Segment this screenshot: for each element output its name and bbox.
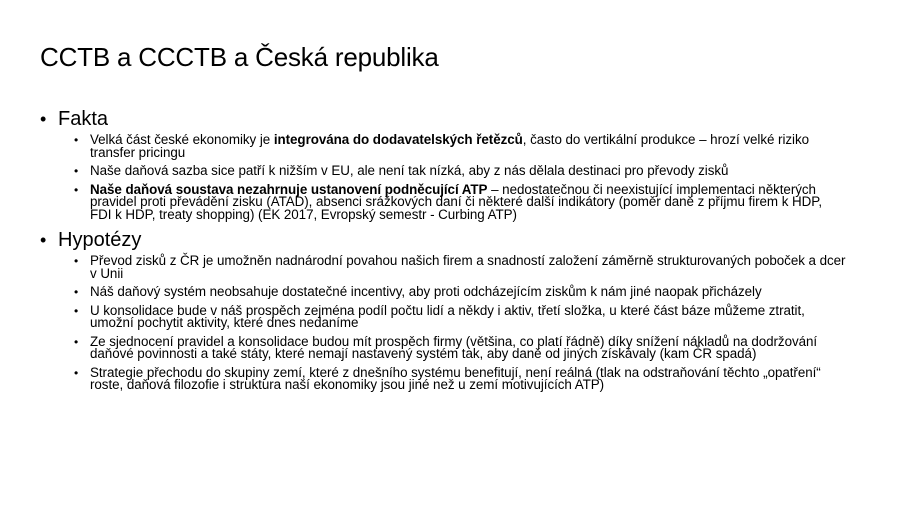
list-item-text <box>90 165 846 178</box>
list-item-text <box>90 302 846 330</box>
text-run: , často do vertikální produkce – hrozí velké riziko transfer pricingu <box>90 132 809 160</box>
list-item-text <box>90 181 846 222</box>
text-run: U konsolidace bude v náš prospěch zejména podíl počtu lidí a někdy i aktiv, třetí složka, u které část báze můžeme ztratit, umožní pochytit aktivity, které dnes nedaníme <box>90 302 805 330</box>
list-item <box>40 181 860 222</box>
bullet-icon: • <box>40 230 47 250</box>
text-run: Velká část české ekonomiky je <box>90 132 274 147</box>
section-fakta <box>40 106 860 221</box>
bullet-icon: • <box>74 285 79 299</box>
list-item <box>40 302 860 330</box>
bullet-icon: • <box>74 334 79 349</box>
slide-content <box>40 106 860 398</box>
list-item-text <box>90 255 846 280</box>
bullet-icon: • <box>74 365 79 380</box>
bullet-list <box>40 255 860 392</box>
text-run: Ze sjednocení pravidel a konsolidace budou mít prospěch firmy (většina, co platí řádně) díky snížení nákladů na dodržování daňové povinnosti a také státy, které nemají nastavený systém tak, aby daně od jiných získávaly (kam ČR spadá) <box>90 333 818 361</box>
bold-text-run: integrována do dodavatelských řetězců <box>273 132 523 147</box>
slide-title: CCTB a CCCTB a Česká republika <box>40 42 439 72</box>
list-item-text <box>90 364 846 392</box>
list-item-text <box>90 286 846 299</box>
section-heading <box>40 227 860 253</box>
bullet-icon: • <box>74 254 79 268</box>
text-run: Převod zisků z ČR je umožněn nadnárodní povahou našich firem a snadností založení záměrně strukturovaných poboček a dcer v Unii <box>90 253 846 281</box>
list-item <box>40 364 860 392</box>
list-item <box>40 134 860 159</box>
section-heading <box>40 106 860 132</box>
bullet-icon: • <box>74 164 79 178</box>
list-item-text <box>90 333 846 361</box>
text-run: – nedostatečnou či neexistující implementaci některých pravidel proti převádění zisku (ATAD), absenci srážkových daní či některé další indikátory (poměr daně z příjmu firem k HDP, FDI k HDP, treaty shopping) (EK 2017, Evropský semestr - Curbing ATP) <box>90 181 823 222</box>
list-item <box>40 255 860 280</box>
list-item <box>40 286 860 299</box>
bullet-icon: • <box>74 303 79 318</box>
section-heading-text: Hypotézy <box>58 229 142 251</box>
text-run: Strategie přechodu do skupiny zemí, které z dnešního systému benefitují, není reálná (tlak na odstraňování těchto „opatření“ roste, daňová filozofie i struktura naší ekonomiky jsou jiné než u zemí motivujících ATP) <box>90 364 821 392</box>
text-run: Naše daňová sazba sice patří k nižším v EU, ale není tak nízká, aby z nás dělala destinaci pro převody zisků <box>90 163 729 178</box>
bullet-icon: • <box>74 182 79 197</box>
section-hypotezy <box>40 227 860 392</box>
list-item-text <box>90 134 846 159</box>
bullet-icon: • <box>74 133 79 147</box>
bold-text-run: Naše daňová soustava nezahrnuje ustanovení podněcující ATP <box>90 181 488 197</box>
bullet-icon: • <box>40 109 47 129</box>
list-item <box>40 165 860 178</box>
section-heading-text: Fakta <box>58 108 109 130</box>
bullet-list <box>40 134 860 221</box>
list-item <box>40 333 860 361</box>
text-run: Náš daňový systém neobsahuje dostatečné incentivy, aby proti odcházejícím ziskům k nám jiné naopak přicházely <box>90 284 762 299</box>
